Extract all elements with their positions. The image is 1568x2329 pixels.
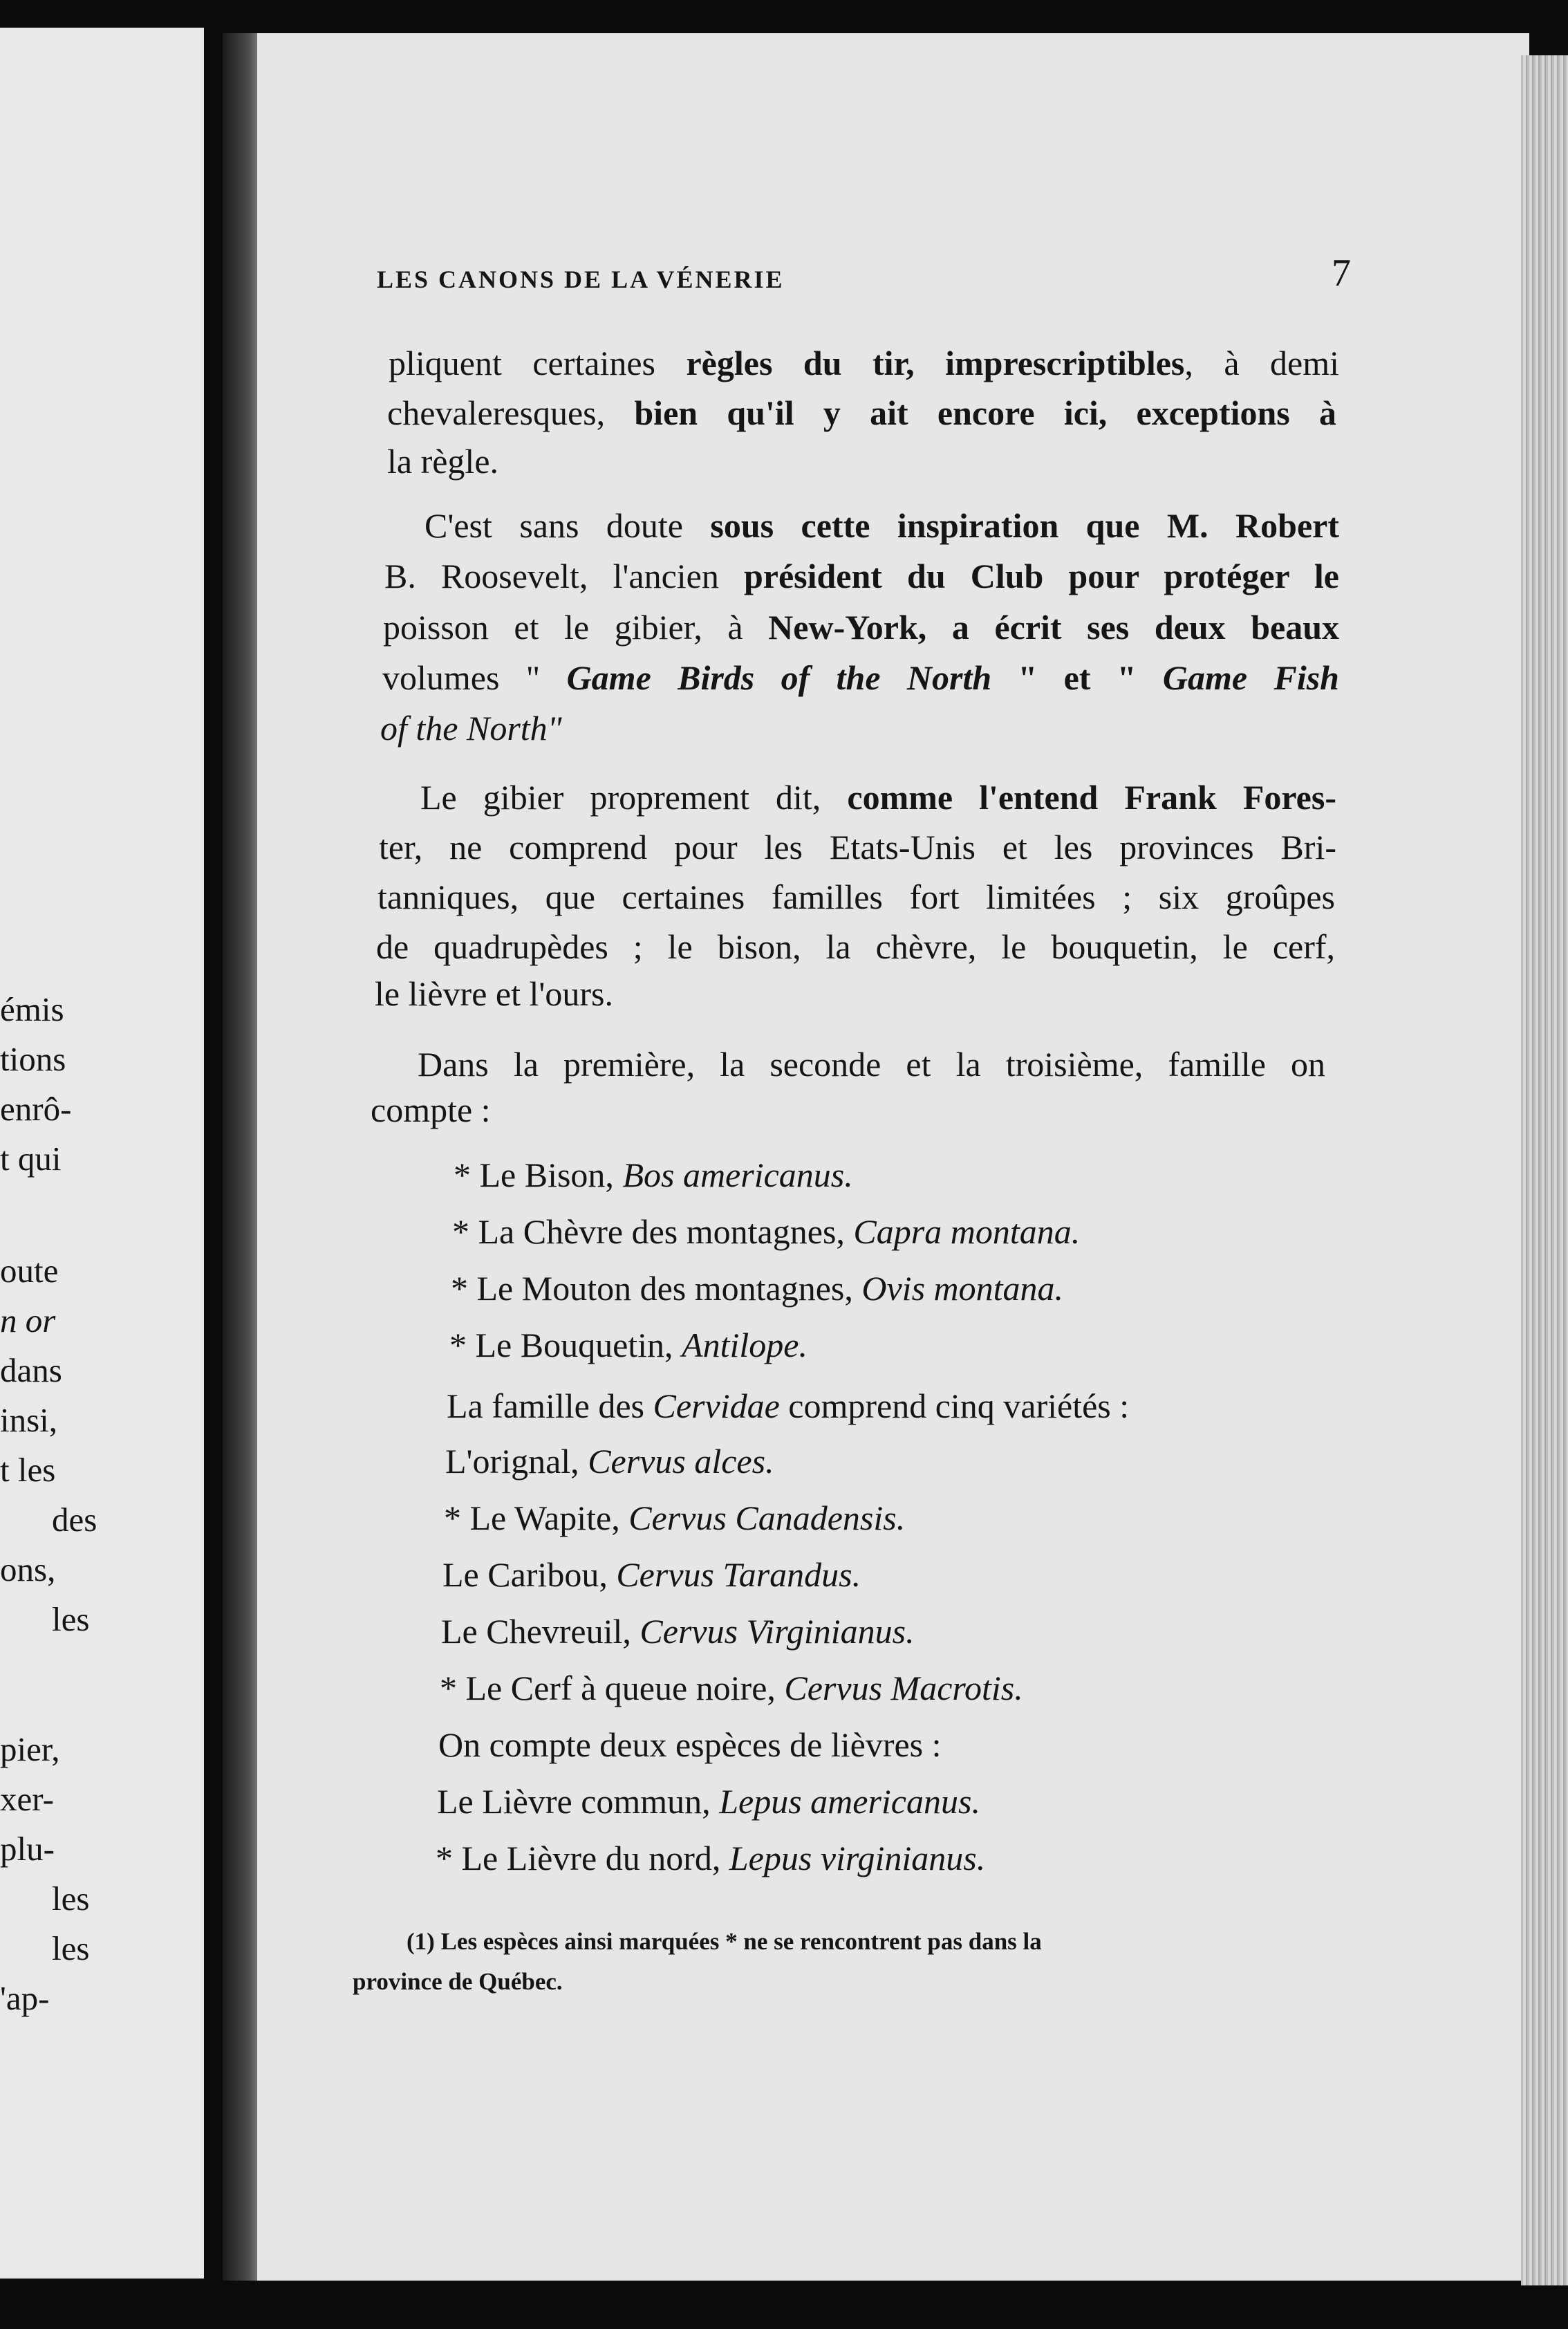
species-line: * Le Lièvre du nord, Lepus virginianus. [436,1839,986,1877]
body-line: tanniques, que certaines familles fort limitées ; six groûpes [377,878,1335,916]
body-line: la règle. [387,442,499,481]
species-line: L'orignal, Cervus alces. [445,1442,774,1481]
footnote: province de Québec. [353,1968,563,1995]
body-line: de quadrupèdes ; le bison, la chèvre, le bouquetin, le cerf, [376,927,1335,966]
species-line: La famille des Cervidae comprend cinq variétés : [447,1386,1130,1425]
body-line: volumes " Game Birds of the North " et " Game Fish [382,658,1339,697]
left-text-fragment: les [52,1880,90,1918]
body-line: B. Roosevelt, l'ancien président du Club pour protéger le [384,557,1340,595]
species-line: * Le Bouquetin, Antilope. [449,1326,808,1364]
left-text-fragment: ons, [0,1550,56,1588]
left-page-fragment [0,28,204,2279]
body-line: Dans la première, la seconde et la troisième, famille on [418,1045,1325,1084]
species-line: Le Chevreuil, Cervus Virginianus. [441,1612,915,1651]
left-text-fragment: oute [0,1252,59,1290]
left-text-fragment: n or [0,1301,56,1339]
left-text-fragment: 'ap- [0,1979,50,2017]
running-header [377,237,1351,295]
body-line: pliquent certaines règles du tir, imprescriptibles, à demi [389,344,1339,382]
species-line: On compte deux espèces de lièvres : [438,1725,942,1764]
body-line: chevaleresques, bien qu'il y ait encore ici, exceptions à [387,393,1336,432]
left-text-fragment: pier, [0,1730,60,1768]
species-line: Le Caribou, Cervus Tarandus. [442,1555,861,1594]
species-line: * Le Mouton des montagnes, Ovis montana. [451,1269,1064,1308]
species-line: * Le Wapite, Cervus Canadensis. [444,1498,906,1537]
species-line: Le Lièvre commun, Lepus americanus. [437,1782,980,1821]
running-title: LES CANONS DE LA VÉNERIE [377,266,785,293]
footnote: (1) Les espèces ainsi marquées * ne se rencontrent pas dans la [407,1928,1042,1955]
left-text-fragment: t les [0,1451,56,1489]
book-gutter [223,33,259,2281]
left-text-fragment: plu- [0,1830,55,1868]
body-line: Le gibier proprement dit, comme l'entend Frank Fores- [420,778,1336,817]
left-text-fragment: émis [0,990,64,1028]
left-text-fragment: insi, [0,1401,58,1439]
body-line: le lièvre et l'ours. [375,974,613,1013]
left-text-fragment: t qui [0,1140,62,1178]
species-line: * Le Bison, Bos americanus. [454,1156,853,1194]
body-line: ter, ne comprend pour les Etats-Unis et les provinces Bri- [379,828,1336,866]
body-line: of the North" [380,709,562,748]
left-text-fragment: des [52,1501,97,1539]
body-line: poisson et le gibier, à New-York, a écrit ses deux beaux [383,608,1340,647]
left-text-fragment: xer- [0,1780,54,1818]
species-line: * Le Cerf à queue noire, Cervus Macrotis. [440,1669,1023,1707]
page-number: 7 [1332,252,1351,295]
body-line: compte : [371,1091,491,1129]
left-text-fragment: enrô- [0,1090,72,1128]
body-line: C'est sans doute sous cette inspiration que M. Robert [424,506,1339,545]
left-text-fragment: les [52,1600,90,1638]
left-text-fragment: dans [0,1351,62,1389]
left-text-fragment: tions [0,1040,66,1078]
species-line: * La Chèvre des montagnes, Capra montana. [452,1212,1081,1251]
page-edges [1521,55,1568,2285]
left-text-fragment: les [52,1929,90,1967]
